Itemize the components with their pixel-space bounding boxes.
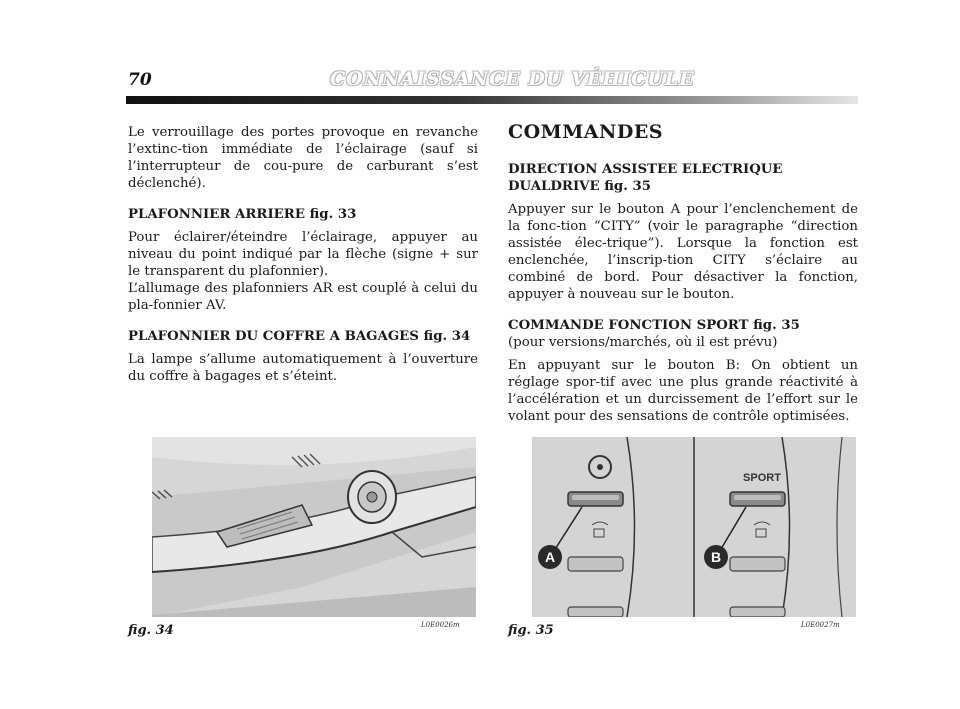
figure-code: L0E0026m <box>421 621 460 629</box>
sport-button-text: SPORT <box>743 472 781 484</box>
section-subheading: (pour versions/marchés, où il est prévu) <box>508 335 778 350</box>
callout-a-label: A <box>544 549 556 565</box>
figure-34-trunk-light <box>152 437 476 617</box>
intro-paragraph: Le verrouillage des portes provoque en revanche l’extinc-tion immédiate de l’éclairage (sauf si l’interrupteur de cou-pure de carburant s’est déclenché). <box>128 125 478 191</box>
running-title: CONNAISSANCE DU VÉHICULE <box>330 68 695 90</box>
left-column <box>128 124 478 399</box>
trunk-light-illustration <box>152 437 476 617</box>
figure-caption: fig. 35 <box>508 623 554 638</box>
header-rule <box>126 96 858 104</box>
figure-35-dualdrive-sport <box>532 437 856 617</box>
console-buttons-illustration <box>532 437 856 617</box>
figure-caption: fig. 34 <box>128 623 174 638</box>
section-heading-line: DUALDRIVE fig. 35 <box>508 179 651 194</box>
paragraph: En appuyant sur le bouton B: On obtient un réglage spor-tif avec une plus grande réactivité à l’accélération et un durcissement de l’effort sur le volant pour des sensations de contrôle optimisées. <box>508 358 858 424</box>
figure-code: L0E0027m <box>801 621 840 629</box>
paragraph: Pour éclairer/éteindre l’éclairage, appuyer au niveau du point indiqué par la flèche (signe + sur le transparent du plafonnier). <box>128 230 478 279</box>
section-title-commandes: COMMANDES <box>508 121 664 143</box>
paragraph: L’allumage des plafonniers AR est couplé à celui du pla-fonnier AV. <box>128 281 478 313</box>
section-heading-trunk-light: PLAFONNIER DU COFFRE A BAGAGES fig. 34 <box>128 329 471 344</box>
section-heading-line: COMMANDE FONCTION SPORT fig. 35 <box>508 318 800 333</box>
section-heading-rear-light: PLAFONNIER ARRIERE fig. 33 <box>128 207 357 222</box>
section-heading-line: DIRECTION ASSISTEE ELECTRIQUE <box>508 162 783 177</box>
callout-b-label: B <box>710 549 722 565</box>
paragraph: La lampe s’allume automatiquement à l’ouverture du coffre à bagages et s’éteint. <box>128 352 478 384</box>
right-column <box>508 121 858 439</box>
paragraph: Appuyer sur le bouton A pour l’enclenchement de la fonc-tion “CITY” (voir le paragraphe “direction assistée élec-trique”). Lorsque la fonction est enclenchée, l’inscrip-tion CITY s’éclaire au combiné de bord. Pour désactiver la fonction, appuyer à nouveau sur le bouton. <box>508 202 858 302</box>
page-number: 70 <box>128 70 152 90</box>
